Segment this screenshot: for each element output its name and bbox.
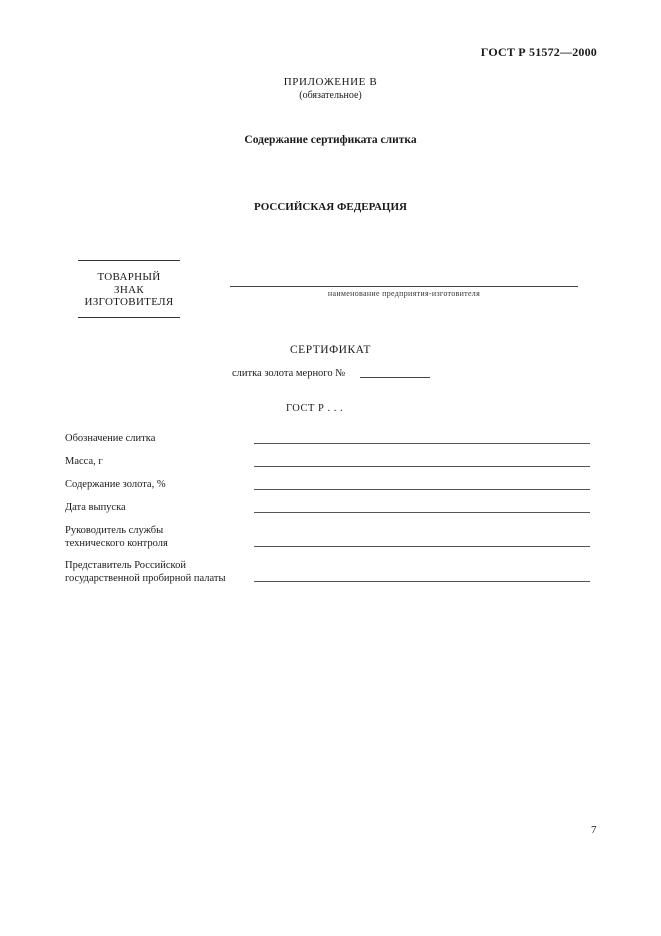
field-label-text: Руководитель службы	[65, 525, 164, 536]
trademark-line-3: ИЗГОТОВИТЕЛЯ	[84, 296, 174, 308]
field-line-qc-head	[254, 546, 590, 547]
field-label-mass	[65, 456, 250, 469]
field-label-issue-date	[65, 502, 250, 515]
field-line-assay-representative	[254, 581, 590, 582]
field-label-text: Обозначение слитка	[65, 433, 156, 444]
certificate-standard: ГОСТ Р . . .	[286, 403, 344, 414]
trademark-label	[78, 271, 180, 309]
field-line-mass	[254, 466, 590, 467]
field-label-text: технического контроля	[65, 537, 168, 549]
field-label-text: Содержание золота, %	[65, 479, 166, 490]
trademark-bottom-rule	[78, 317, 180, 318]
field-line-gold-content	[254, 489, 590, 490]
field-label-text: Дата выпуска	[65, 502, 126, 513]
field-label-assay-representative	[65, 560, 250, 585]
country-name: РОССИЙСКАЯ ФЕДЕРАЦИЯ	[254, 201, 407, 213]
appendix-title: ПРИЛОЖЕНИЕ В	[283, 76, 378, 88]
trademark-top-rule	[78, 260, 180, 261]
certificate-subtitle: слитка золота мерного №	[232, 368, 346, 379]
standard-code: ГОСТ Р 51572—2000	[480, 45, 597, 59]
field-label-bar-designation	[65, 433, 250, 446]
page-number: 7	[591, 824, 597, 836]
field-line-bar-designation	[254, 443, 590, 444]
manufacturer-name-line	[230, 286, 578, 287]
appendix-subtitle: (обязательное)	[299, 90, 362, 101]
field-label-qc-head	[65, 525, 250, 550]
certificate-number-line	[360, 377, 430, 378]
field-label-gold-content	[65, 479, 250, 492]
field-line-issue-date	[254, 512, 590, 513]
certificate-title: СЕРТИФИКАТ	[290, 344, 371, 356]
trademark-line-2: ЗНАК	[114, 283, 144, 296]
section-title: Содержание сертификата слитка	[244, 134, 417, 146]
trademark-line-1: ТОВАРНЫЙ	[97, 271, 161, 283]
field-label-text: Масса, г	[65, 456, 103, 467]
field-label-text: Представитель Российской	[65, 560, 186, 571]
manufacturer-caption: наименование предприятия-изготовителя	[327, 289, 481, 298]
field-label-text: государственной пробирной палаты	[65, 572, 226, 584]
